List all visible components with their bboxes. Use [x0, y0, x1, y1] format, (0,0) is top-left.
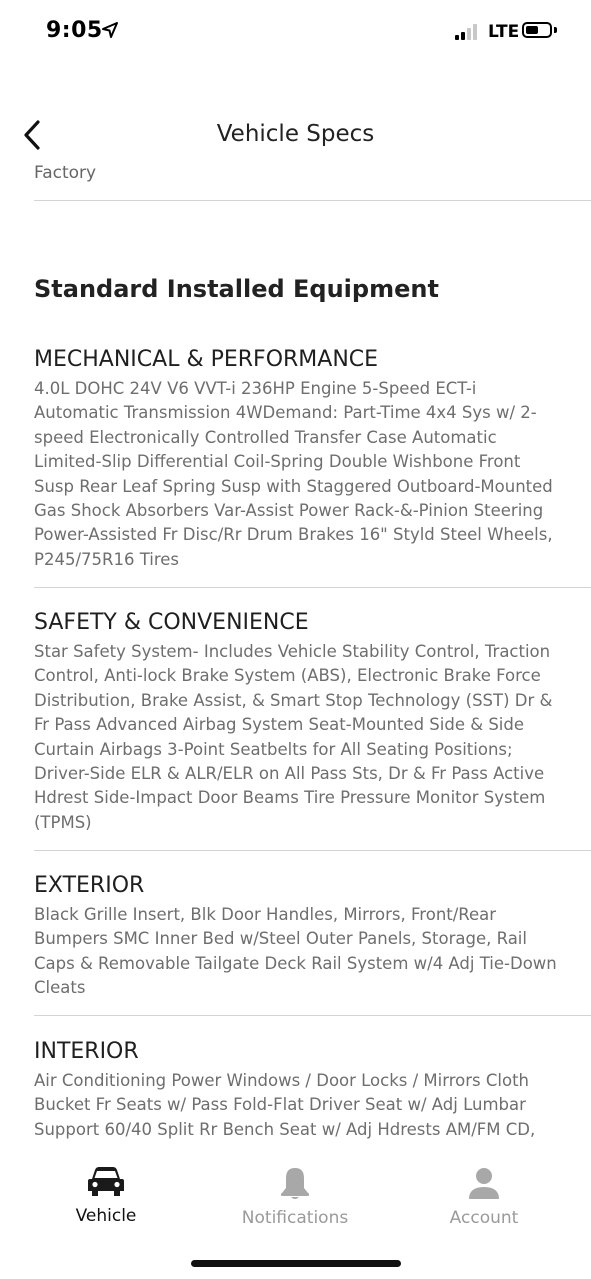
section-body-mechanical	[34, 377, 564, 572]
section-title-exterior: EXTERIOR	[34, 873, 145, 898]
car-icon	[87, 1166, 125, 1198]
spec-line: Black Grille Insert, Blk Door Handles, Mirrors, Front/Rear	[34, 905, 497, 924]
spec-line: Control, Anti-lock Brake System (ABS), Electronic Brake Force	[34, 666, 541, 686]
back-chevron-icon[interactable]	[18, 118, 50, 152]
spec-line: Support 60/40 Split Rr Bench Seat w/ Adj Hdrests AM/FM CD,	[34, 1119, 536, 1139]
battery-icon	[522, 22, 552, 38]
section-body-exterior	[34, 903, 564, 1001]
section-title-interior: INTERIOR	[34, 1039, 139, 1064]
tab-notifications[interactable]	[215, 1166, 375, 1236]
battery-cap	[554, 27, 557, 33]
signal-strength-icon	[455, 24, 483, 40]
spec-line: Bucket Fr Seats w/ Pass Fold-Flat Driver Seat w/ Adj Lumbar	[34, 1095, 526, 1115]
divider	[34, 587, 591, 588]
spec-line: Caps & Removable Tailgate Deck Rail System w/4 Adj Tie-Down	[34, 953, 557, 973]
tab-label-vehicle: Vehicle	[75, 1206, 137, 1226]
bell-icon	[278, 1166, 312, 1200]
spec-line: Power-Assisted Fr Disc/Rr Drum Brakes 16" Styld Steel Wheels,	[34, 525, 553, 545]
divider	[34, 200, 591, 201]
location-arrow-icon	[102, 22, 118, 38]
spec-line: Gas Shock Absorbers Var-Assist Power Rack-&-Pinion Steering	[34, 501, 544, 521]
home-indicator[interactable]	[191, 1260, 401, 1267]
spec-line: P245/75R16 Tires	[34, 549, 180, 569]
section-body-interior	[34, 1069, 564, 1142]
spec-line: 4.0L DOHC 24V V6 VVT-i 236HP Engine 5-Speed ECT-i	[34, 379, 477, 398]
status-time: 9:05	[46, 18, 103, 43]
section-heading: Standard Installed Equipment	[34, 275, 439, 303]
section-body-safety	[34, 640, 564, 835]
spec-line: Bumpers SMC Inner Bed w/Steel Outer Panels, Storage, Rail	[34, 929, 527, 949]
spec-line: Susp Rear Leaf Spring Susp with Staggered Outboard-Mounted	[34, 476, 553, 496]
person-icon	[467, 1166, 501, 1200]
spec-line: Fr Pass Advanced Airbag System Seat-Mounted Side & Side	[34, 715, 525, 735]
spec-line: Hdrest Side-Impact Door Beams Tire Pressure Monitor System	[34, 788, 546, 808]
spec-line: speed Electronically Controlled Transfer Case Automatic	[34, 427, 497, 447]
section-title-mechanical: MECHANICAL & PERFORMANCE	[34, 347, 379, 372]
page-title: Vehicle Specs	[216, 121, 375, 147]
spec-line: Air Conditioning Power Windows / Door Locks / Mirrors Cloth	[34, 1071, 530, 1090]
spec-line: Automatic Transmission 4WDemand: Part-Time 4x4 Sys w/ 2-	[34, 403, 537, 423]
tab-label-account: Account	[449, 1208, 519, 1228]
spec-line: Driver-Side ELR & ALR/ELR on All Pass Sts, Dr & Fr Pass Active	[34, 764, 545, 784]
spec-line: Curtain Airbags 3-Point Seatbelts for All Seating Positions;	[34, 739, 513, 759]
status-bar	[0, 0, 591, 64]
tab-vehicle[interactable]	[26, 1166, 186, 1236]
network-type: LTE	[488, 22, 520, 42]
divider	[34, 850, 591, 851]
tab-account[interactable]	[404, 1166, 564, 1236]
spec-line: Limited-Slip Differential Coil-Spring Double Wishbone Front	[34, 452, 521, 472]
section-title-safety: SAFETY & CONVENIENCE	[34, 610, 309, 635]
tab-label-notifications: Notifications	[241, 1208, 349, 1228]
spec-line: Distribution, Brake Assist, & Smart Stop Technology (SST) Dr &	[34, 690, 553, 710]
spec-line: (TPMS)	[34, 812, 92, 832]
divider	[34, 1015, 591, 1016]
spec-line: Star Safety System- Includes Vehicle Stability Control, Traction	[34, 642, 551, 661]
specs-content[interactable]	[0, 155, 591, 1148]
factory-label: Factory	[34, 163, 97, 183]
spec-line: Cleats	[34, 978, 86, 998]
